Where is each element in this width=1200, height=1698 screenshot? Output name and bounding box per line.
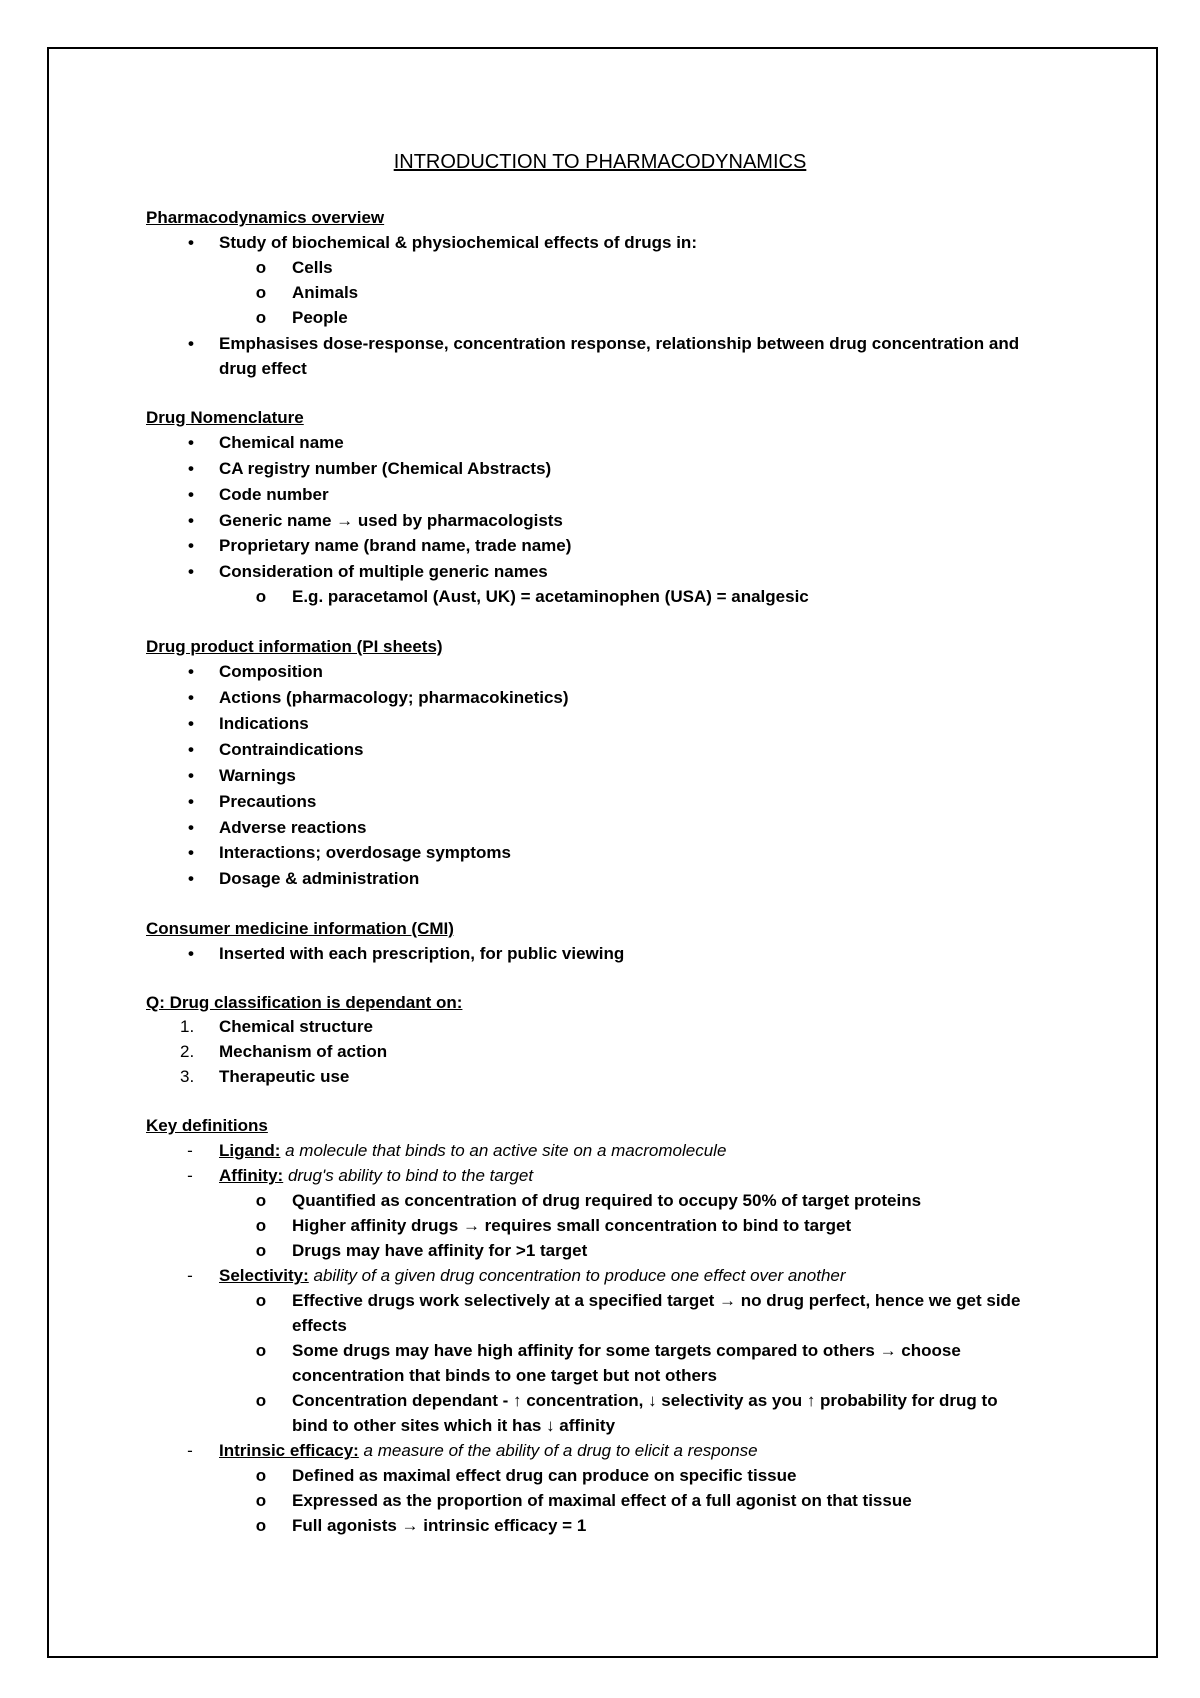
bullet-marker: • xyxy=(188,740,194,759)
list-item: Adverse reactions xyxy=(219,818,367,837)
list-item: Quantified as concentration of drug required to occupy 50% of target proteins xyxy=(292,1191,922,1210)
bullet-marker: • xyxy=(188,766,194,785)
list-item: Effective drugs work selectively at a specified target → no drug perfect, hence we get side xyxy=(292,1291,1021,1310)
list-item: Warnings xyxy=(219,766,296,785)
number-marker: 2. xyxy=(180,1042,195,1061)
sub-bullet-marker: o xyxy=(255,1491,267,1510)
list-item: E.g. paracetamol (Aust, UK) = acetaminophen (USA) = analgesic xyxy=(292,587,809,606)
list-item: Chemical structure xyxy=(219,1017,373,1036)
list-item-continuation: bind to other sites which it has ↓ affinity xyxy=(292,1416,616,1435)
heading-nomenclature: Drug Nomenclature xyxy=(146,408,304,427)
sub-bullet-marker: o xyxy=(255,1291,267,1310)
definition-text: ability of a given drug concentration to produce one effect over another xyxy=(308,1266,846,1285)
sub-bullet-marker: o xyxy=(255,1216,267,1235)
sub-bullet-marker: o xyxy=(255,308,267,327)
definition-text: a measure of the ability of a drug to elicit a response xyxy=(358,1441,758,1460)
sub-bullet-marker: o xyxy=(255,1241,267,1260)
list-item: Proprietary name (brand name, trade name) xyxy=(219,536,572,555)
bullet-marker: • xyxy=(188,433,194,452)
list-item: Contraindications xyxy=(219,740,364,759)
list-item: Precautions xyxy=(219,792,317,811)
list-item: Concentration dependant - ↑ concentration, ↓ selectivity as you ↑ probability for drug to xyxy=(292,1391,998,1410)
sub-bullet-marker: o xyxy=(255,1466,267,1485)
sub-bullet-marker: o xyxy=(255,283,267,302)
list-item: Actions (pharmacology; pharmacokinetics) xyxy=(219,688,569,707)
heading-classification: Q: Drug classification is dependant on: xyxy=(146,993,463,1012)
definition-term: Intrinsic efficacy: xyxy=(219,1441,359,1460)
list-item: People xyxy=(292,308,348,327)
list-item: Higher affinity drugs → requires small concentration to bind to target xyxy=(292,1216,852,1235)
sub-bullet-marker: o xyxy=(255,258,267,277)
list-item: Inserted with each prescription, for public viewing xyxy=(219,944,625,963)
list-item: Chemical name xyxy=(219,433,344,452)
dash-marker: - xyxy=(187,1141,193,1160)
list-item: Therapeutic use xyxy=(219,1067,350,1086)
heading-cmi: Consumer medicine information (CMI) xyxy=(146,919,454,938)
definition-term: Selectivity: xyxy=(219,1266,309,1285)
list-item: Generic name → used by pharmacologists xyxy=(219,511,563,530)
list-item: Defined as maximal effect drug can produce on specific tissue xyxy=(292,1466,797,1485)
definition-intrinsic-efficacy xyxy=(219,1440,758,1462)
number-marker: 1. xyxy=(180,1017,195,1036)
sub-bullet-marker: o xyxy=(255,1516,267,1535)
list-item: Composition xyxy=(219,662,323,681)
list-item: Emphasises dose-response, concentration response, relationship between drug concentration and xyxy=(219,334,1020,353)
bullet-marker: • xyxy=(188,714,194,733)
definition-term: Affinity: xyxy=(219,1166,284,1185)
bullet-marker: • xyxy=(188,792,194,811)
definition-affinity xyxy=(219,1165,533,1187)
heading-key-definitions: Key definitions xyxy=(146,1116,268,1135)
list-item: Consideration of multiple generic names xyxy=(219,562,548,581)
page-title: INTRODUCTION TO PHARMACODYNAMICS xyxy=(393,151,807,173)
definition-text: drug's ability to bind to the target xyxy=(283,1166,534,1185)
bullet-marker: • xyxy=(188,334,194,353)
dash-marker: - xyxy=(187,1166,193,1185)
sub-bullet-marker: o xyxy=(255,1391,267,1410)
bullet-marker: • xyxy=(188,688,194,707)
list-item: Expressed as the proportion of maximal effect of a full agonist on that tissue xyxy=(292,1491,912,1510)
bullet-marker: • xyxy=(188,818,194,837)
bullet-marker: • xyxy=(188,843,194,862)
definition-term: Ligand: xyxy=(219,1141,281,1160)
bullet-marker: • xyxy=(188,536,194,555)
sub-bullet-marker: o xyxy=(255,587,267,606)
definition-selectivity xyxy=(219,1265,846,1287)
definition-ligand xyxy=(219,1140,726,1162)
bullet-marker: • xyxy=(188,944,194,963)
list-item-continuation: concentration that binds to one target but not others xyxy=(292,1366,717,1385)
bullet-marker: • xyxy=(188,459,194,478)
list-item: Animals xyxy=(292,283,359,302)
list-item: Cells xyxy=(292,258,333,277)
number-marker: 3. xyxy=(180,1067,195,1086)
bullet-marker: • xyxy=(188,485,194,504)
list-item: Some drugs may have high affinity for some targets compared to others → choose xyxy=(292,1341,961,1360)
sub-bullet-marker: o xyxy=(255,1191,267,1210)
list-item: Interactions; overdosage symptoms xyxy=(219,843,511,862)
bullet-marker: • xyxy=(188,511,194,530)
list-item: CA registry number (Chemical Abstracts) xyxy=(219,459,552,478)
dash-marker: - xyxy=(187,1266,193,1285)
list-item: Dosage & administration xyxy=(219,869,420,888)
definition-text: a molecule that binds to an active site on a macromolecule xyxy=(280,1141,727,1160)
list-item: Study of biochemical & physiochemical effects of drugs in: xyxy=(219,233,697,252)
heading-overview: Pharmacodynamics overview xyxy=(146,208,385,227)
bullet-marker: • xyxy=(188,869,194,888)
heading-product-information: Drug product information (PI sheets) xyxy=(146,637,443,656)
list-item: Code number xyxy=(219,485,329,504)
list-item: Indications xyxy=(219,714,309,733)
list-item-continuation: drug effect xyxy=(219,359,307,378)
bullet-marker: • xyxy=(188,233,194,252)
list-item: Full agonists → intrinsic efficacy = 1 xyxy=(292,1516,587,1535)
bullet-marker: • xyxy=(188,662,194,681)
sub-bullet-marker: o xyxy=(255,1341,267,1360)
list-item: Mechanism of action xyxy=(219,1042,388,1061)
bullet-marker: • xyxy=(188,562,194,581)
dash-marker: - xyxy=(187,1441,193,1460)
list-item: Drugs may have affinity for >1 target xyxy=(292,1241,588,1260)
list-item-continuation: effects xyxy=(292,1316,347,1335)
